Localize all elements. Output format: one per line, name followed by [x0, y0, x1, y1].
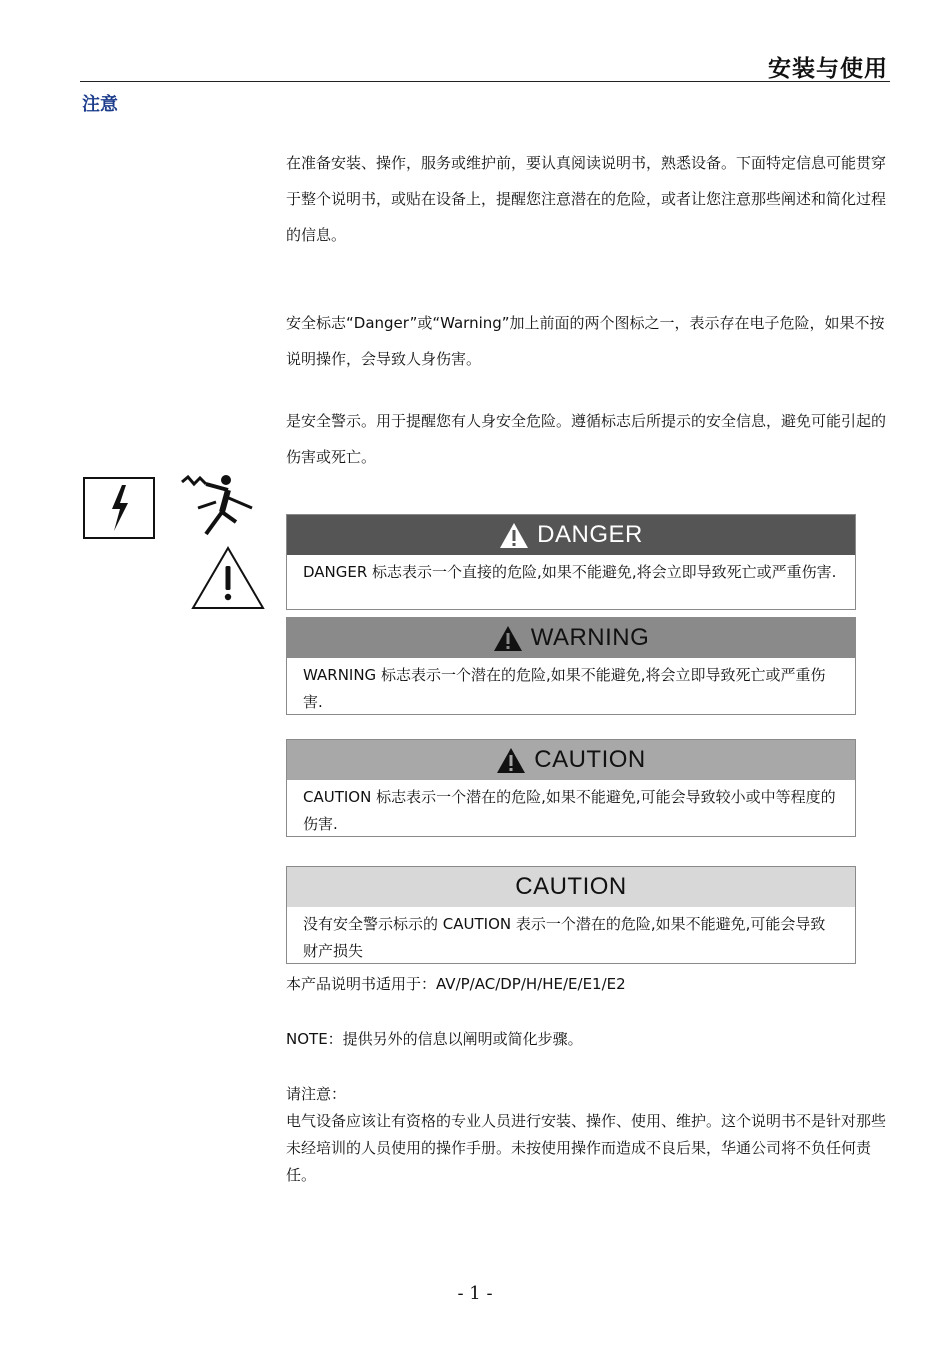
- caution-sign-text: CAUTION 标志表示一个潜在的危险,如果不能避免,可能会导致较小或中等程度的伤害.: [303, 788, 836, 833]
- header-divider: [80, 81, 890, 82]
- caution-sign-header: [287, 740, 855, 780]
- electric-shock-icon: [178, 472, 258, 542]
- property-caution-sign-title: CAUTION: [515, 873, 627, 900]
- property-caution-sign-text: 没有安全警示标示的 CAUTION 表示一个潜在的危险,如果不能避免,可能会导致财产损失: [303, 915, 826, 960]
- warning-sign-text: WARNING 标志表示一个潜在的危险,如果不能避免,将会立即导致死亡或严重伤害.: [303, 666, 826, 711]
- warning-triangle-icon: [493, 625, 523, 652]
- note-text: NOTE：提供另外的信息以阐明或简化步骤。: [286, 1030, 583, 1048]
- warning-triangle-icon: [499, 522, 529, 549]
- warning-sign: [286, 617, 856, 715]
- page-header-title: 安装与使用: [768, 56, 888, 82]
- warning-sign-header: [287, 618, 855, 658]
- danger-sign-title: DANGER: [537, 521, 643, 548]
- warning-triangle-icon: [496, 747, 526, 774]
- caution-sign: [286, 739, 856, 837]
- danger-sign-header: [287, 515, 855, 555]
- property-caution-sign: [286, 866, 856, 964]
- applies-to-text: 本产品说明书适用于：AV/P/AC/DP/H/HE/E/E1/E2: [286, 975, 626, 993]
- warning-sign-title: WARNING: [530, 624, 650, 651]
- intro-paragraph: 在准备安装、操作，服务或维护前，要认真阅读说明书，熟悉设备。下面特定信息可能贯穿于整个说明书，或贴在设备上，提醒您注意潜在的危险，或者让您注意那些阐述和简化过程的信息。: [286, 154, 887, 244]
- property-caution-sign-header: [287, 867, 855, 907]
- danger-sign: [286, 514, 856, 610]
- section-title: 注意: [82, 94, 118, 115]
- page-number: - 1 -: [457, 1283, 493, 1304]
- danger-sign-text: DANGER 标志表示一个直接的危险,如果不能避免,将会立即导致死亡或严重伤害.: [303, 563, 837, 581]
- attention-text: 电气设备应该让有资格的专业人员进行安装、操作、使用、维护。这个说明书不是针对那些未经培训的人员使用的操作手册。未按使用操作而造成不良后果，华通公司将不负任何责任。: [286, 1112, 887, 1184]
- safety-alert-icon: [190, 545, 266, 611]
- alert-paragraph: 是安全警示。用于提醒您有人身安全危险。遵循标志后所提示的安全信息，避免可能引起的伤害或死亡。: [286, 412, 887, 466]
- attention-label: 请注意：: [286, 1085, 347, 1103]
- electrical-hazard-icon: [83, 477, 155, 539]
- safety-mark-paragraph: 安全标志“Danger”或“Warning”加上前面的两个图标之一，表示存在电子危险，如果不按说明操作，会导致人身伤害。: [286, 314, 885, 368]
- caution-sign-title: CAUTION: [534, 746, 646, 773]
